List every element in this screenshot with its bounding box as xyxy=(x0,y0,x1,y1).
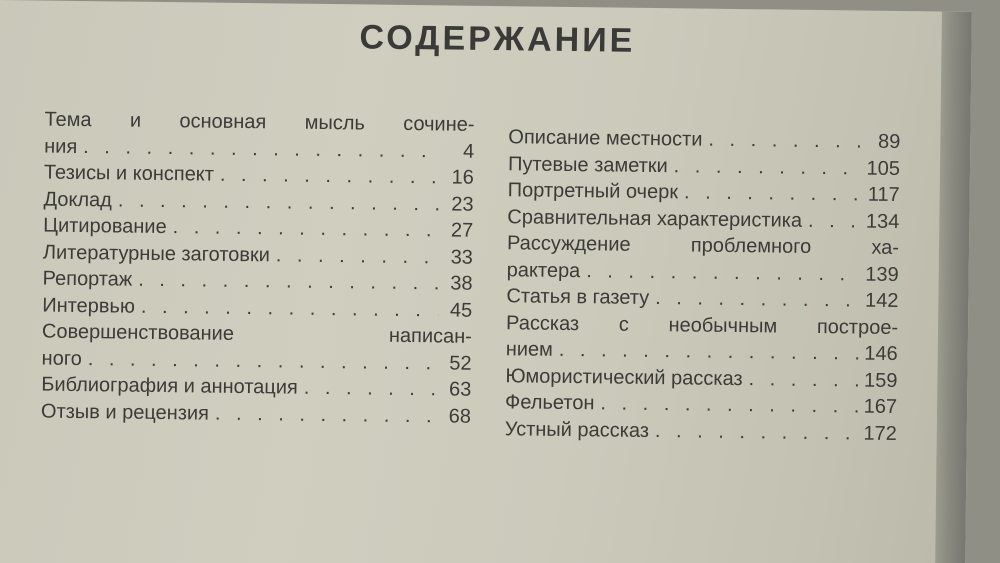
toc-entry-text: нием xyxy=(505,338,553,361)
toc-page-number: 167 xyxy=(863,395,898,418)
toc-page-number: 4 xyxy=(462,140,475,163)
toc-page-number: 117 xyxy=(867,183,900,207)
toc-entry-text: рактера xyxy=(506,258,581,282)
toc-word: Тема xyxy=(44,108,92,132)
toc-word: Рассказ xyxy=(505,311,580,335)
dot-leader xyxy=(655,418,858,447)
toc-page-number: 142 xyxy=(864,289,899,312)
toc-entry xyxy=(41,398,471,430)
toc-entry-text: Путевые заметки xyxy=(507,152,668,177)
toc-entry xyxy=(41,319,472,377)
dot-leader xyxy=(559,337,859,367)
toc-page-number: 33 xyxy=(450,246,474,269)
dot-leader xyxy=(684,179,862,208)
toc-entry-text: Устный рассказ xyxy=(504,417,650,442)
toc-entry-text: Доклад xyxy=(43,188,113,211)
toc-entry-text: Библиография и аннотация xyxy=(41,373,298,399)
dot-leader xyxy=(808,207,860,234)
toc-entry-text: Юмористический рассказ xyxy=(505,364,743,390)
toc-page-number: 45 xyxy=(449,299,473,322)
toc-entry xyxy=(44,107,475,165)
dot-leader xyxy=(118,187,440,217)
toc-entry-text: ния xyxy=(44,135,78,158)
toc-entry-text: Портретный очерк xyxy=(507,179,679,204)
toc-page-number: 27 xyxy=(450,219,474,242)
dot-leader xyxy=(600,390,858,420)
toc-page-number: 159 xyxy=(863,369,898,392)
toc-page-number: 172 xyxy=(863,422,897,445)
toc-page-number: 63 xyxy=(448,378,472,401)
toc-entry-text: Интервью xyxy=(42,294,136,318)
toc-page-number: 38 xyxy=(450,272,473,295)
toc-entry xyxy=(505,416,897,447)
dot-leader xyxy=(674,153,861,182)
toc-word: Совершенствование xyxy=(41,320,235,345)
toc-word: ха- xyxy=(871,236,900,260)
toc-entry-text: Сравнительная характеристика xyxy=(507,205,803,232)
toc-entry-text: Тезисы и конспект xyxy=(43,161,215,186)
toc-entry-text: Статья в газету xyxy=(506,285,650,309)
toc-word: написан- xyxy=(388,324,473,348)
dot-leader xyxy=(141,293,439,323)
toc-entry-text: Литературные заготовки xyxy=(42,241,271,266)
toc-page-number: 23 xyxy=(451,193,474,216)
toc-entry-text: Репортаж xyxy=(42,267,133,291)
toc-left-column xyxy=(41,107,475,430)
toc-page-number: 146 xyxy=(864,342,898,365)
dot-leader xyxy=(586,258,859,288)
toc-page-number: 89 xyxy=(877,130,901,154)
dot-leader xyxy=(708,127,866,155)
toc-entry-text: Цитирование xyxy=(43,214,167,239)
toc-word: сочине- xyxy=(403,112,475,136)
toc-word: мысль xyxy=(304,111,365,135)
page-edge xyxy=(935,12,972,563)
dot-leader xyxy=(304,375,438,403)
toc-word: необычным xyxy=(668,313,778,338)
toc-entry-text: Описание местности xyxy=(508,126,703,151)
toc-page-number: 134 xyxy=(865,210,900,233)
toc-page-number: 16 xyxy=(451,166,474,189)
toc-page-number: 105 xyxy=(866,157,901,180)
toc-entry xyxy=(506,310,899,368)
toc-word: с xyxy=(618,313,629,336)
dot-leader xyxy=(276,242,439,270)
toc-page-number: 139 xyxy=(865,263,899,286)
toc-word: проблемного xyxy=(690,234,812,258)
dot-leader xyxy=(172,214,439,244)
toc-entry-text: ного xyxy=(41,347,82,370)
toc-word: основная xyxy=(179,110,267,134)
toc-entry xyxy=(507,230,900,288)
toc-word: построе- xyxy=(816,315,899,339)
toc-word: и xyxy=(129,109,142,132)
toc-page-number: 52 xyxy=(449,352,472,375)
toc-entry-text: Фельетон xyxy=(504,391,595,415)
toc-page-number: 68 xyxy=(448,405,472,428)
dot-leader xyxy=(748,366,858,394)
dot-leader xyxy=(138,267,439,297)
toc-entry-text: Отзыв и рецензия xyxy=(40,400,210,425)
toc-word: Рассуждение xyxy=(506,232,631,256)
page-title: СОДЕРЖАНИЕ xyxy=(359,18,636,60)
dot-leader xyxy=(215,400,437,429)
toc-right-column xyxy=(505,124,901,447)
dot-leader xyxy=(220,162,440,191)
dot-leader xyxy=(655,285,859,314)
